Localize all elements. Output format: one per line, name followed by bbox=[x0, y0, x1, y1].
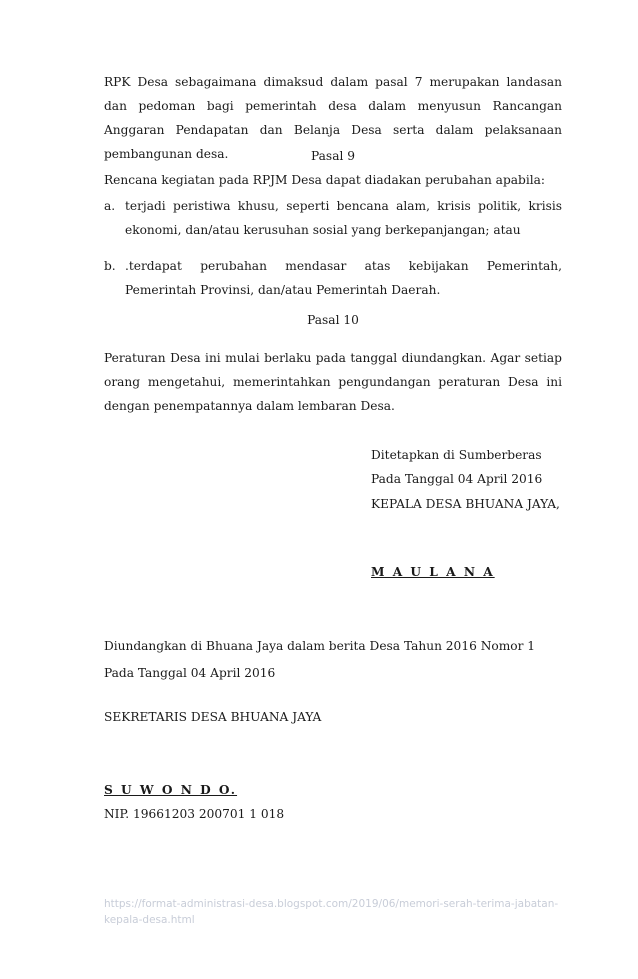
signature-date: Pada Tanggal 04 April 2016 bbox=[371, 472, 543, 486]
list-marker: b. bbox=[104, 259, 116, 273]
signature-name: M A U L A N A bbox=[371, 565, 495, 579]
promulgation-date: Pada Tanggal 04 April 2016 bbox=[104, 666, 276, 680]
signature-title: KEPALA DESA BHUANA JAYA, bbox=[371, 497, 560, 511]
list-marker: a. bbox=[104, 199, 116, 213]
list-item-a bbox=[104, 194, 562, 242]
list-item-text: terjadi peristiwa khusu, seperti bencana alam, krisis politik, krisis ekonomi, dan/atau kerusuhan sosial yang berkepanjangan; atau bbox=[125, 199, 562, 237]
secretary-name: S U W O N D O. bbox=[104, 783, 238, 797]
list-item-b bbox=[104, 254, 562, 302]
secretary-title: SEKRETARIS DESA BHUANA JAYA bbox=[104, 710, 322, 724]
source-url-watermark: https://format-administrasi-desa.blogspot.com/2019/06/memori-serah-terima-jabatan-kepala-desa.html bbox=[104, 898, 559, 926]
paragraph-peraturan: Peraturan Desa ini mulai berlaku pada tanggal diundangkan. Agar setiap orang mengetahui, memerintahkan pengundangan peraturan Desa ini dengan penempatannya dalam lembaran Desa. bbox=[104, 351, 562, 413]
heading-pasal-10: Pasal 10 bbox=[307, 313, 359, 327]
secretary-nip: NIP. 19661203 200701 1 018 bbox=[104, 807, 285, 821]
heading-pasal-9: Pasal 9 bbox=[311, 149, 355, 163]
paragraph-rpk: RPK Desa sebagaimana dimaksud dalam pasal 7 merupakan landasan dan pedoman bagi pemerintah desa dalam menyusun Rancangan Anggaran Pendapatan dan Belanja Desa serta dalam pelaksanaan pembangunan desa. bbox=[104, 75, 562, 161]
promulgation-line-1: Diundangkan di Bhuana Jaya dalam berita Desa Tahun 2016 Nomor 1 bbox=[104, 639, 536, 653]
signature-place: Ditetapkan di Sumberberas bbox=[371, 448, 542, 462]
paragraph-rencana: Rencana kegiatan pada RPJM Desa dapat diadakan perubahan apabila: bbox=[104, 173, 545, 187]
list-item-text: .terdapat perubahan mendasar atas kebijakan Pemerintah, Pemerintah Provinsi, dan/atau Pemerintah Daerah. bbox=[125, 259, 562, 297]
